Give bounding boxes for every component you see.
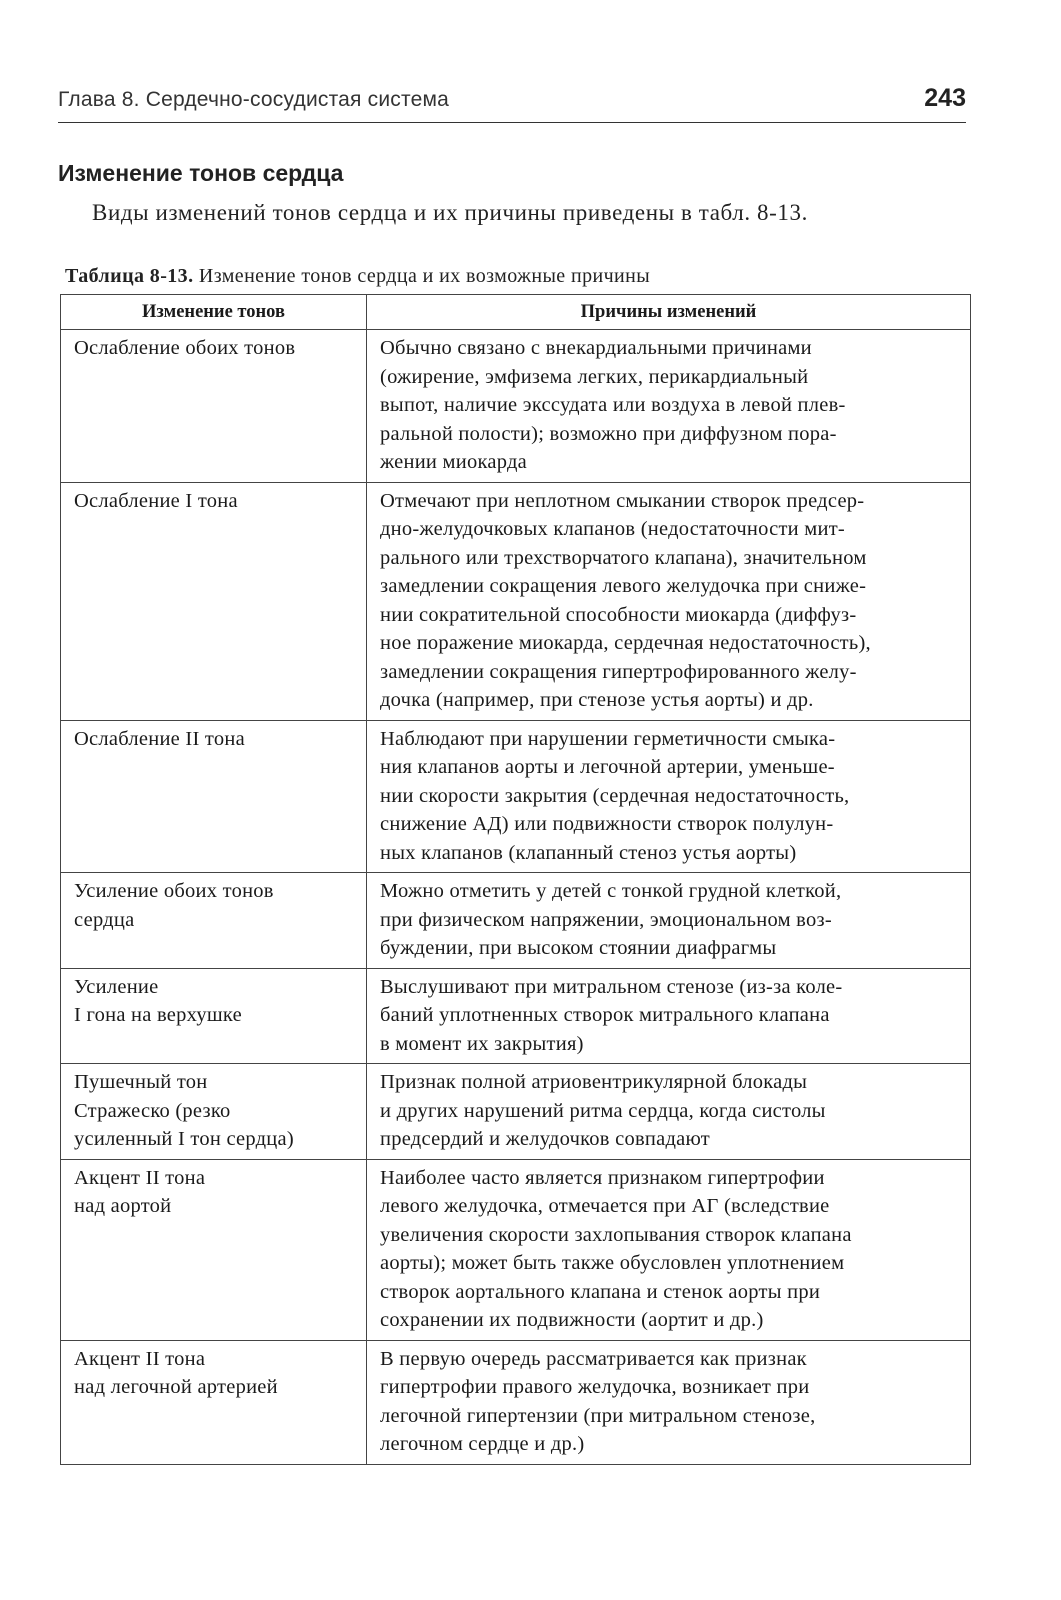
tone-change-cell: Ослабление II тона (61, 720, 367, 873)
intro-paragraph: Виды изменений тонов сердца и их причины приведены в табл. 8-13. (92, 200, 808, 225)
cause-cell: Можно отметить у детей с тонкой грудной клеткой, при физическом напряжении, эмоциональном воз- буждении, при высоком стоянии диафрагмы (367, 873, 971, 969)
tone-change-cell: Ослабление I тона (61, 482, 367, 720)
tone-change-cell: Пушечный тон Стражеско (резко усиленный I тон сердца) (61, 1064, 367, 1160)
table-row (61, 720, 971, 873)
cause-cell: Признак полной атриовентрикулярной блокады и других нарушений ритма сердца, когда систолы предсердий и желудочков совпадают (367, 1064, 971, 1160)
cause-cell: Отмечают при неплотном смыкании створок предсер- дно-желудочковых клапанов (недостаточности мит- рального или трехстворчатого клапана), значительном замедлении сокращения левого желудочка при сниже- нии сократительной способности миокарда (диффуз- ное поражение миокарда, сердечная недостаточность), замедлении сокращения гипертрофированного желу- дочка (например, при стенозе устья аорты) и др. (367, 482, 971, 720)
table-caption (65, 265, 650, 288)
column-header-change: Изменение тонов (61, 295, 367, 330)
column-header-cause: Причины изменений (367, 295, 971, 330)
running-header (58, 84, 966, 123)
tone-change-cell: Акцент II тона над легочной артерией (61, 1340, 367, 1464)
table-row (61, 1064, 971, 1160)
table-row (61, 968, 971, 1064)
cause-cell: Наблюдают при нарушении герметичности смыка- ния клапанов аорты и легочной артерии, уменьше- нии скорости закрытия (сердечная недостаточность, снижение АД) или подвижности створок полулун- ных клапанов (клапанный стеноз устья аорты) (367, 720, 971, 873)
table-row (61, 1159, 971, 1340)
tone-change-cell: Акцент II тона над аортой (61, 1159, 367, 1340)
table-row (61, 330, 971, 483)
cause-cell: В первую очередь рассматривается как признак гипертрофии правого желудочка, возникает при легочной гипертензии (при митральном стенозе, легочном сердце и др.) (367, 1340, 971, 1464)
section-heading: Изменение тонов сердца (58, 160, 344, 186)
page-number: 243 (924, 84, 966, 112)
tone-change-cell: Усиление I гона на верхушке (61, 968, 367, 1064)
table-caption-text: Изменение тонов сердца и их возможные причины (193, 265, 651, 287)
table-row (61, 1340, 971, 1464)
tone-change-cell: Усиление обоих тонов сердца (61, 873, 367, 969)
tone-change-cell: Ослабление обоих тонов (61, 330, 367, 483)
cause-cell: Обычно связано с внекардиальными причинами (ожирение, эмфизема легких, перикардиальный выпот, наличие экссудата или воздуха в левой плев- ральной полости); возможно при диффузном пора- жении миокарда (367, 330, 971, 483)
cause-cell: Наиболее часто является признаком гипертрофии левого желудочка, отмечается при АГ (вследствие увеличения скорости захлопывания створок клапана аорты); может быть также обусловлен уплотнением створок аортального клапана и стенок аорты при сохранении их подвижности (аортит и др.) (367, 1159, 971, 1340)
table-caption-label: Таблица 8-13. (65, 265, 194, 287)
table-row (61, 482, 971, 720)
table-row (61, 873, 971, 969)
chapter-title: Глава 8. Сердечно-сосудистая система (58, 88, 449, 111)
heart-tones-table (60, 294, 970, 1465)
table-header-row (61, 295, 971, 330)
cause-cell: Выслушивают при митральном стенозе (из-за коле- баний уплотненных створок митрального клапана в момент их закрытия) (367, 968, 971, 1064)
